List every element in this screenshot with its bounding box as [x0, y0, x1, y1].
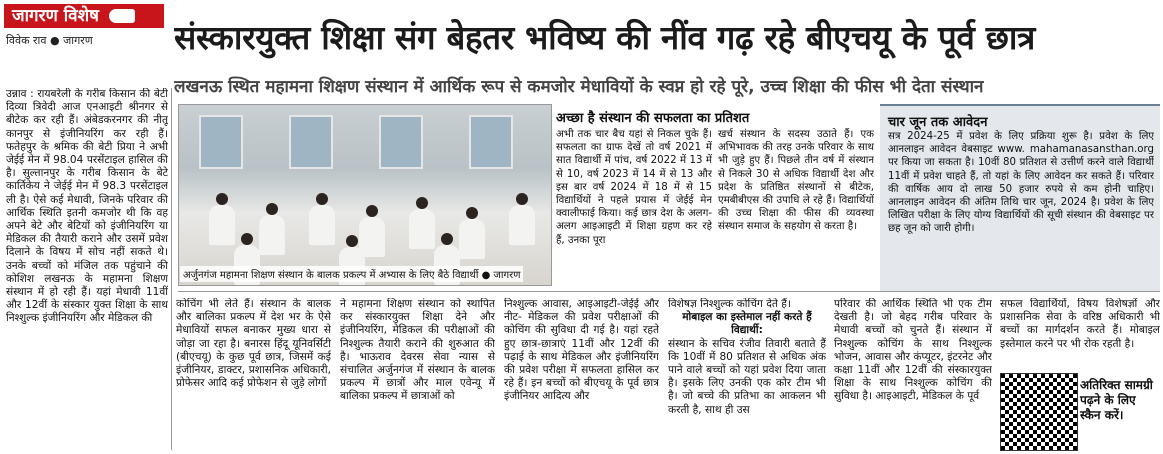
hand-logo-icon: [109, 9, 135, 23]
success-box-text-b: खर्च संस्थान के सदस्य उठाते हैं। एक अभिभावक की तरह उनके परिवार के साथ भी जुड़े हुए हैं। पिछले तीन वर्ष में संस्थान से निकले 30 से अधिक विद्यार्थी देश और प्रदेश के प्रतिष्ठित संस्थानों से बीटेक, एमबीबीएस की उपाधि ले रहे हैं। विद्यार्थियों की उच्च शिक्षा की फीस की व्यवस्था संस्थान समाज के सहयोग से करता है।: [718, 129, 874, 233]
qr-code-icon[interactable]: [1000, 373, 1078, 451]
success-box-title: अच्छा है संस्थान की सफलता का प्रतिशत: [556, 111, 750, 126]
headline: संस्कारयुक्त शिक्षा संग बेहतर भविष्य की नींव गढ़ रहे बीएचयू के पूर्व छात्र: [174, 18, 1035, 57]
article-column-7: सफल विद्यार्थियों, विषय विशेषज्ञों और प्रशासनिक सेवा के वरिष्ठ अधिकारी भी बच्चों का मार्गदर्शन करते हैं। मोबाइल इस्तेमाल करने पर भी रोक रहती है।: [1000, 298, 1160, 350]
column-5-subhead: मोबाइल का इस्तेमाल नहीं करते हैं विद्यार्थी:: [682, 311, 812, 337]
article-column-3: ने महामना शिक्षण संस्थान को स्थापित कर संस्कारयुक्त शिक्षा देने और इंजीनियरिंग, मेडिकल की परीक्षाओं की निश्शुल्क तैयारी कराने की शुरुआत की है। भाऊराव देवरस सेवा न्यास से संचालित अर्जुनगंज में संस्थान के बालक प्रकल्प में छात्रों और माल एवेन्यू में बालिका प्रकल्प में छात्राओं को: [340, 298, 495, 403]
subheadline: लखनऊ स्थित महामना शिक्षण संस्थान में आर्थिक रूप से कमजोर मेधावियों के स्वप्न हो रहे पूरे, उच्च शिक्षा की फीस भी देता संस्थान: [174, 77, 984, 97]
column-divider: [171, 88, 172, 450]
classroom-photo: [178, 104, 552, 286]
column-5-intro: विशेषज्ञ निश्शुल्क कोचिंग देते हैं।: [668, 298, 791, 310]
article-column-2: कोचिंग भी लेते हैं। संस्थान के बालक और बालिका प्रकल्प में देश भर के ऐसे मेधावियों सफल बनाकर मुख्य धारा से जोड़ा जा रहा है। बनारस हिंदू यूनिवर्सिटी (बीएचयू) के कुछ पूर्व छात्र, जिसमें कई इंजीनियर, डाक्टर, प्रशासनिक अधिकारी, प्रोफेसर आदि कई प्रोफेशन से जुड़े लोगों: [176, 298, 331, 390]
qr-label: अतिरिक्त सामग्री पढ़ने के लिए स्कैन करें।: [1080, 378, 1153, 422]
column-5-text: संस्थान के सचिव रंजीव तिवारी बताते हैं कि 10वीं में 80 प्रतिशत से अधिक अंक पाने वाले बच्चों को यहां प्रवेश दिया जाता है। इसके लिए उनकी एक कोर टीम भी है। जो बच्चे की प्रतिभा का आकलन भी करती है, साथ ही उस: [668, 337, 826, 416]
article-column-4: निश्शुल्क आवास, आइआइटी-जेईई और नीट- मेडिकल की प्रवेश परीक्षाओं की कोचिंग की सुविधा दी गई है। यहां रहते हुए छात्र-छात्राएं 11वीं और 12वीं की पढ़ाई के साथ मेडिकल और इंजीनियरिंग की प्रवेश परीक्षा में सफलता हासिल कर रहे हैं। इन बच्चों को बीएचयू के पूर्व छात्र इंजीनियर आदित्य और: [504, 298, 659, 403]
article-column-1: उन्नाव : रायबरेली के गरीब किसान की बेटी दिव्या त्रिवेदी आज एनआइटी श्रीनगर से बीटेक कर रही हैं। अंबेडकरनगर की नीतू कानपुर से इंजीनियरिंग कर रही हैं। फतेहपुर के श्रमिक की बेटी प्रिया ने अभी जेईई मेन में 98.04 परसेंटाइल हासिल की है। सुल्तानपुर के गरीब किसान के बेटे कार्तिकेय ने जेईई मेन में 98.3 परसेंटाइल ली है। ऐसे कई मेधावी, जिनके परिवार की आर्थिक स्थिति इतनी कमजोर थी कि वह अपने बेटे और बेटियों को इंजीनियरिंग या मेडिकल की तैयारी कराने और उसमें प्रवेश दिलाने के विषय में सोच नहीं सकते थे। उनके बच्चों को मंजिल तक पहुंचाने की कोशिश लखनऊ के महामना शिक्षण संस्थान में हो रही हैं। यहां मेधावी 11वीं और 12वीं के संस्कार युक्त शिक्षा के साथ निश्शुल्क इंजीनियरिंग और मेडिकल की: [6, 88, 168, 325]
byline: विवेक राव ● जागरण: [6, 34, 93, 47]
kicker-label: जागरण विशेष: [12, 6, 99, 26]
article-column-6: परिवार की आर्थिक स्थिति भी एक टीम देखती है। जो बेहद गरीब परिवार के मेधावी बच्चों को चुनते हैं। संस्थान में निश्शुल्क कोचिंग के साथ निश्शुल्क भोजन, आवास और कंप्यूटर, इंटरनेट और कक्षा 11वीं और 12वीं की संस्कारयुक्त शिक्षा के साथ निश्शुल्क कोचिंग की सुविधा है। आइआइटी, मेडिकल के पूर्व: [834, 298, 992, 403]
section-kicker: [4, 4, 164, 28]
application-box-title: चार जून तक आवेदन: [888, 115, 988, 130]
success-box-text-a: अभी तक चार बैच यहां से निकल चुके हैं। सफलता का ग्राफ देखें तो वर्ष 2021 में सात विद्यार्थी में पांच, वर्ष 2022 में 13 में से 10, वर्ष 2023 में 14 में से 13 और इस बार वर्ष 2024 में 18 में से 15 विद्यार्थियों ने पहले प्रयास में जेईई मेन क्वालीफाई किया। कई छात्र देश के अलग- अलग आइआइटी में शिक्षा ग्रहण कर रहे हैं, उनका पूरा: [556, 129, 712, 246]
application-box: [880, 104, 1160, 291]
article-column-5: [668, 298, 826, 450]
application-box-text: सत्र 2024-25 में प्रवेश के लिए प्रक्रिया शुरू है। प्रवेश के लिए आनलाइन आवेदन वेबसाइट www. mahamanasansthan.org पर किया जा सकता है। 10वीं 80 प्रतिशत से उत्तीर्ण करने वाले विद्यार्थी 11वीं में प्रवेश चाहते हैं, तो यहां के लिए आवेदन कर सकते हैं। परिवार की वार्षिक आय दो लाख 50 हजार रुपये से कम होनी चाहिए। आनलाइन आवेदन की अंतिम तिथि चार जून, 2024 है। प्रवेश के लिए लिखित परीक्षा के लिए योग्य विद्यार्थियों की सूची संस्थान की वेबसाइट पर छह जून को जारी होगी।: [888, 131, 1154, 235]
photo-caption: अर्जुनगंज महामना शिक्षण संस्थान के बालक प्रकल्प में अभ्यास के लिए बैठे विद्यार्थी ● जागरण: [180, 266, 523, 282]
